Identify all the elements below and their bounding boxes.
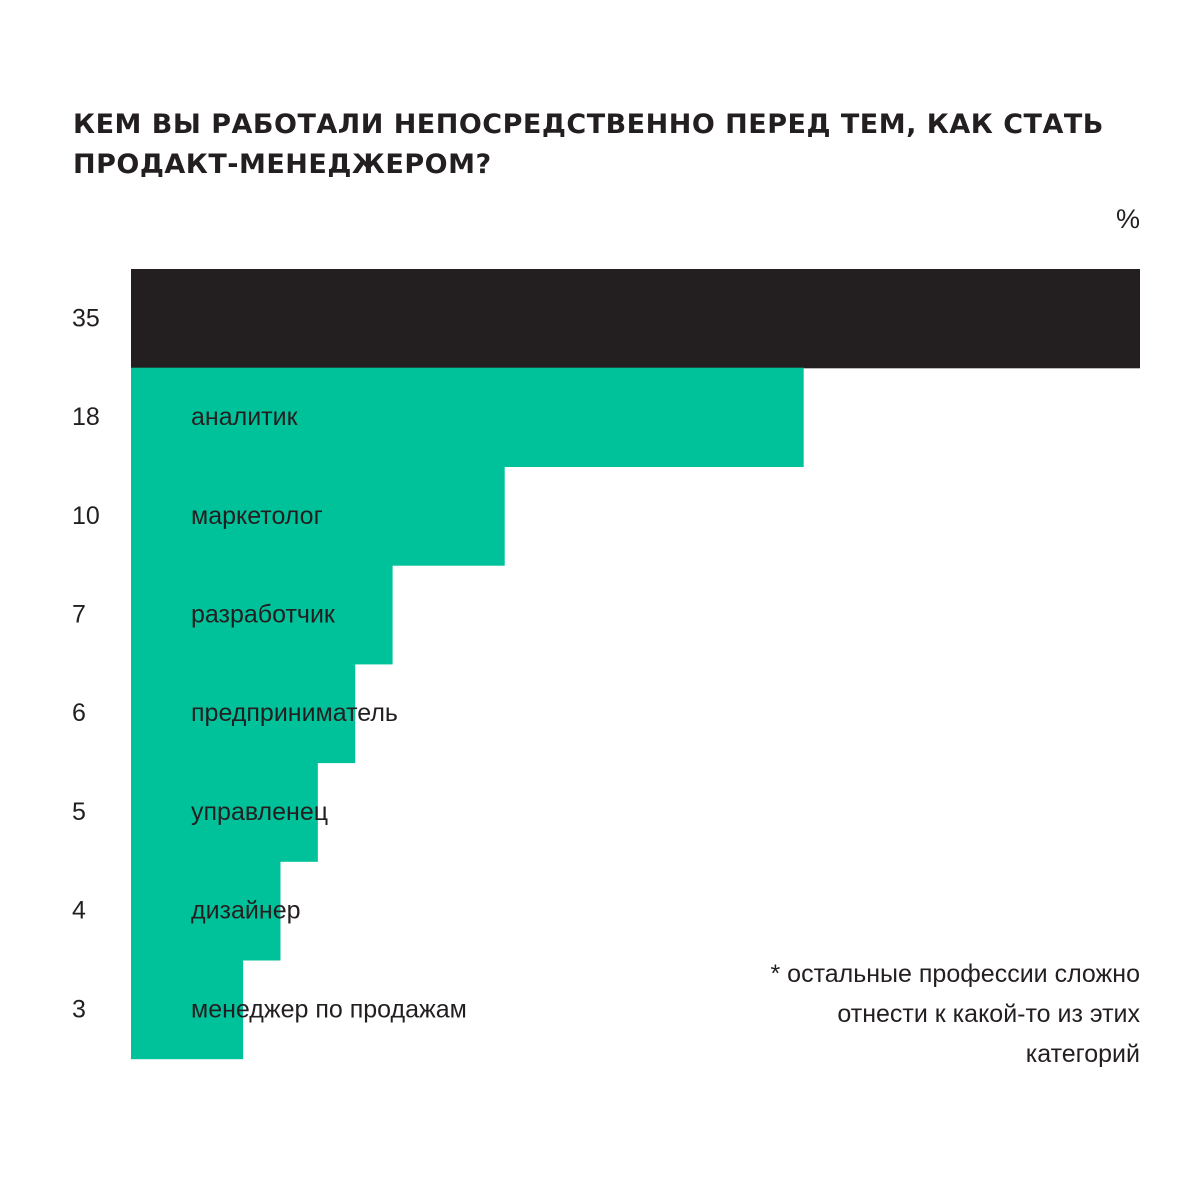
value-label-3: 7 [72,600,86,629]
chart-title: КЕМ ВЫ РАБОТАЛИ НЕПОСРЕДСТВЕННО ПЕРЕД ТЕМ, КАК СТАТЬ ПРОДАКТ-МЕНЕДЖЕРОМ? [73,109,1104,180]
value-label-5: 5 [72,797,86,826]
category-label-3: разработчик [191,600,335,629]
category-label-7: менеджер по продажам [191,995,467,1024]
category-label-1: аналитик [191,403,298,432]
value-label-2: 10 [72,501,100,530]
value-label-1: 18 [72,403,100,432]
category-label-0: проджект-менеджер [191,304,426,333]
category-label-4: предприниматель [191,699,398,728]
category-label-2: маркетолог [191,501,323,530]
value-label-7: 3 [72,995,86,1024]
value-label-4: 6 [72,699,86,728]
value-label-0: 35 [72,304,100,333]
unit-label: % [1115,204,1140,234]
category-label-6: дизайнер [191,896,301,925]
category-label-5: управленец [191,797,329,826]
value-label-6: 4 [72,896,86,925]
footnote: * остальные профессии сложно отнести к какой-то из этих категорий [770,960,1140,1068]
